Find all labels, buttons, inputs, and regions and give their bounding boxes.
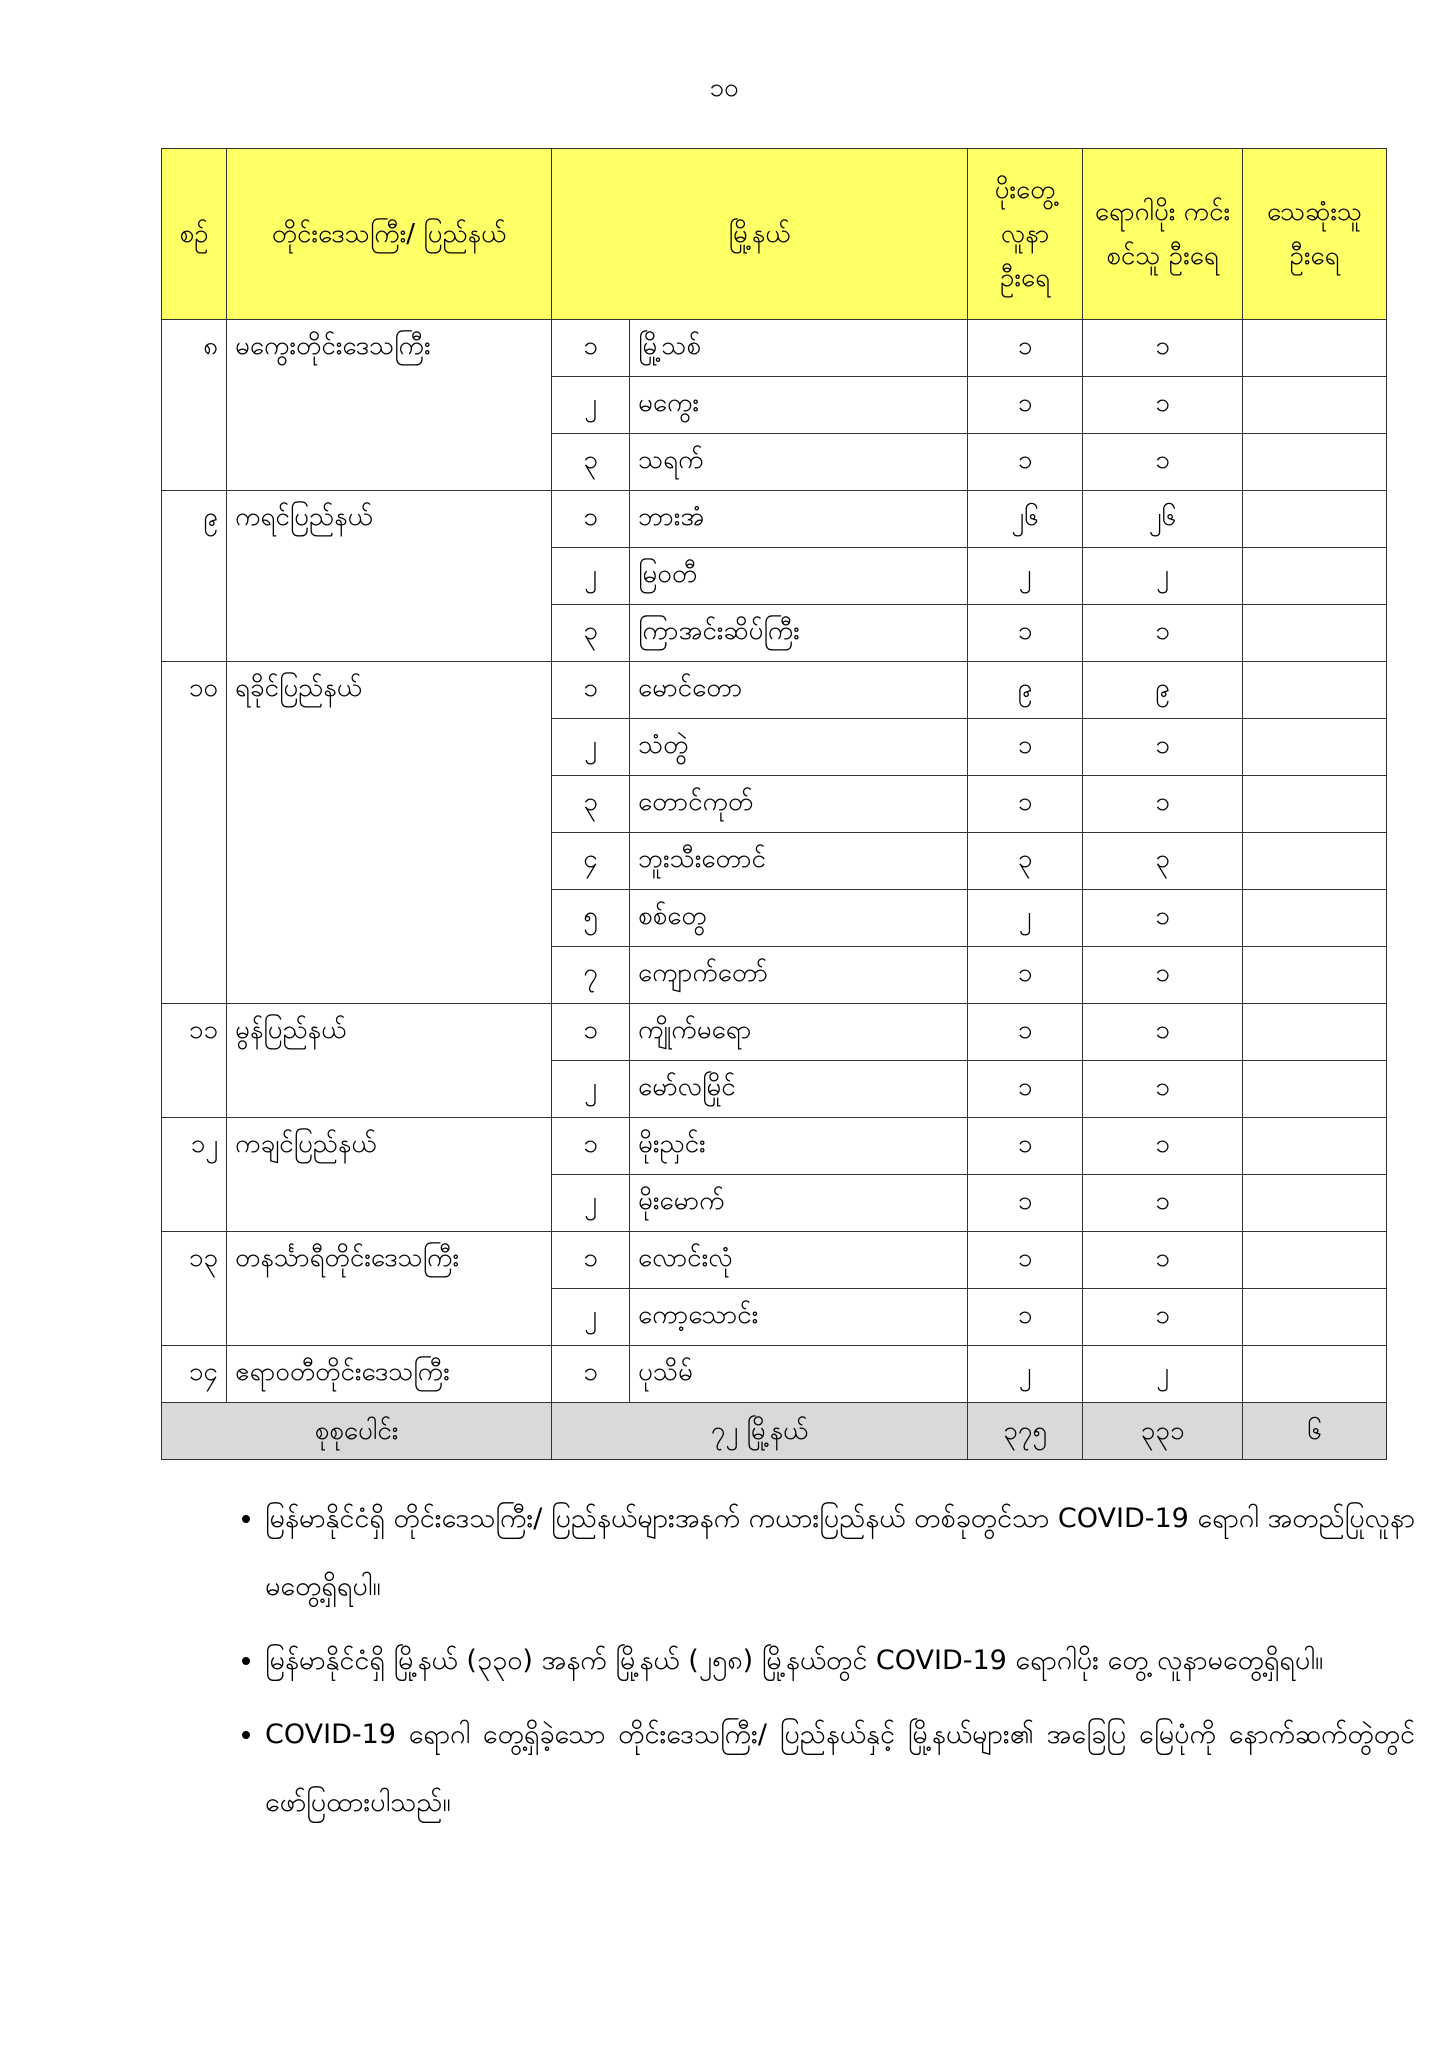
recovered-count: ၂၆	[1083, 491, 1243, 548]
township-name: မြို့သစ်	[630, 320, 968, 377]
found-count: ၁	[968, 776, 1083, 833]
region-number: ၉	[162, 491, 227, 662]
recovered-count: ၂	[1083, 1346, 1243, 1403]
death-count	[1243, 548, 1387, 605]
township-name: သရက်	[630, 434, 968, 491]
township-name: မကွေး	[630, 377, 968, 434]
township-name: ဘားအံ	[630, 491, 968, 548]
recovered-count: ၉	[1083, 662, 1243, 719]
death-count	[1243, 434, 1387, 491]
township-index: ၂	[552, 1289, 630, 1346]
death-count	[1243, 1175, 1387, 1232]
death-count	[1243, 662, 1387, 719]
table-row	[162, 491, 1387, 548]
header-no: စဉ်	[162, 149, 227, 320]
table-header-row	[162, 149, 1387, 320]
township-index: ၁	[552, 320, 630, 377]
total-label: စုစုပေါင်း	[162, 1403, 552, 1460]
total-row	[162, 1403, 1387, 1460]
note-item: • မြန်မာနိုင်ငံရှိ မြို့နယ် (၃၃၀) အနက် မြို့နယ် (၂၅၈) မြို့နယ်တွင် COVID-19 ရောဂါပိုး တွေ့ လူနာမတွေ့ရှိရပါ။	[265, 1627, 1415, 1695]
region-number: ၈	[162, 320, 227, 491]
region-name: ဧရာဝတီတိုင်းဒေသကြီး	[227, 1346, 552, 1403]
found-count: ၃	[968, 833, 1083, 890]
note-item: • COVID-19 ရောဂါ တွေ့ရှိခဲ့သော တိုင်းဒေသကြီး/ ပြည်နယ်နှင့် မြို့နယ်များ၏ အခြေပြ မြေပုံကို နောက်ဆက်တွဲတွင် ဖော်ပြထားပါသည်။	[265, 1701, 1415, 1837]
township-name: မော်လမြိုင်	[630, 1061, 968, 1118]
township-name: ကျိုက်မရော	[630, 1004, 968, 1061]
death-count	[1243, 1004, 1387, 1061]
death-count	[1243, 377, 1387, 434]
found-count: ၁	[968, 1061, 1083, 1118]
notes-list	[220, 1485, 1415, 1843]
region-number: ၁၂	[162, 1118, 227, 1232]
recovered-count: ၁	[1083, 947, 1243, 1004]
township-name: ကော့သောင်း	[630, 1289, 968, 1346]
found-count: ၁	[968, 1118, 1083, 1175]
found-count: ၂၆	[968, 491, 1083, 548]
township-name: ဘူးသီးတောင်	[630, 833, 968, 890]
township-index: ၁	[552, 491, 630, 548]
found-count: ၁	[968, 1175, 1083, 1232]
region-name: ကရင်ပြည်နယ်	[227, 491, 552, 662]
header-township: မြို့နယ်	[552, 149, 968, 320]
region-name: ကချင်ပြည်နယ်	[227, 1118, 552, 1232]
recovered-count: ၁	[1083, 776, 1243, 833]
death-count	[1243, 1346, 1387, 1403]
township-index: ၁	[552, 1232, 630, 1289]
found-count: ၁	[968, 320, 1083, 377]
found-count: ၁	[968, 605, 1083, 662]
recovered-count: ၂	[1083, 548, 1243, 605]
header-deaths: သေဆုံးသူ ဦးရေ	[1243, 149, 1387, 320]
recovered-count: ၁	[1083, 1004, 1243, 1061]
township-index: ၁	[552, 662, 630, 719]
region-name: ရခိုင်ပြည်နယ်	[227, 662, 552, 1004]
recovered-count: ၁	[1083, 1289, 1243, 1346]
recovered-count: ၁	[1083, 320, 1243, 377]
table-row	[162, 662, 1387, 719]
township-index: ၅	[552, 890, 630, 947]
township-name: သံတွဲ	[630, 719, 968, 776]
found-count: ၂	[968, 548, 1083, 605]
township-name: ပုသိမ်	[630, 1346, 968, 1403]
recovered-count: ၁	[1083, 890, 1243, 947]
township-index: ၂	[552, 1061, 630, 1118]
recovered-count: ၁	[1083, 605, 1243, 662]
township-name: လောင်းလုံ	[630, 1232, 968, 1289]
township-name: စစ်တွေ	[630, 890, 968, 947]
death-count	[1243, 776, 1387, 833]
table-row	[162, 1232, 1387, 1289]
covid-cases-table	[161, 148, 1387, 1460]
death-count	[1243, 605, 1387, 662]
found-count: ၁	[968, 719, 1083, 776]
township-name: မောင်တော	[630, 662, 968, 719]
header-region: တိုင်းဒေသကြီး/ ပြည်နယ်	[227, 149, 552, 320]
found-count: ၉	[968, 662, 1083, 719]
header-found: ပိုးတွေ့ လူနာ ဦးရေ	[968, 149, 1083, 320]
table-row	[162, 320, 1387, 377]
township-index: ၇	[552, 947, 630, 1004]
township-index: ၂	[552, 548, 630, 605]
death-count	[1243, 833, 1387, 890]
found-count: ၂	[968, 890, 1083, 947]
death-count	[1243, 1289, 1387, 1346]
total-found: ၃၇၅	[968, 1403, 1083, 1460]
region-number: ၁၃	[162, 1232, 227, 1346]
note-item: • မြန်မာနိုင်ငံရှိ တိုင်းဒေသကြီး/ ပြည်နယ်များအနက် ကယားပြည်နယ် တစ်ခုတွင်သာ COVID-19 ရောဂါ အတည်ပြုလူနာ မတွေ့ရှိရပါ။	[265, 1485, 1415, 1621]
township-index: ၁	[552, 1004, 630, 1061]
region-name: မွန်ပြည်နယ်	[227, 1004, 552, 1118]
region-number: ၁၄	[162, 1346, 227, 1403]
death-count	[1243, 320, 1387, 377]
recovered-count: ၁	[1083, 377, 1243, 434]
found-count: ၁	[968, 947, 1083, 1004]
death-count	[1243, 1232, 1387, 1289]
found-count: ၁	[968, 1232, 1083, 1289]
township-name: တောင်ကုတ်	[630, 776, 968, 833]
found-count: ၁	[968, 1289, 1083, 1346]
region-number: ၁၀	[162, 662, 227, 1004]
found-count: ၁	[968, 434, 1083, 491]
township-index: ၂	[552, 377, 630, 434]
region-number: ၁၁	[162, 1004, 227, 1118]
table-body	[162, 320, 1387, 1403]
township-name: မိုးညှင်း	[630, 1118, 968, 1175]
page-number: ၁၀	[709, 73, 739, 103]
recovered-count: ၃	[1083, 833, 1243, 890]
recovered-count: ၁	[1083, 1175, 1243, 1232]
death-count	[1243, 719, 1387, 776]
recovered-count: ၁	[1083, 1118, 1243, 1175]
recovered-count: ၁	[1083, 1232, 1243, 1289]
recovered-count: ၁	[1083, 719, 1243, 776]
total-recovered: ၃၃၁	[1083, 1403, 1243, 1460]
total-deaths: ၆	[1243, 1403, 1387, 1460]
found-count: ၂	[968, 1346, 1083, 1403]
table-row	[162, 1346, 1387, 1403]
recovered-count: ၁	[1083, 1061, 1243, 1118]
recovered-count: ၁	[1083, 434, 1243, 491]
township-name: မြဝတီ	[630, 548, 968, 605]
found-count: ၁	[968, 377, 1083, 434]
township-index: ၄	[552, 833, 630, 890]
township-index: ၃	[552, 434, 630, 491]
header-recovered: ရောဂါပိုး ကင်းစင်သူ ဦးရေ	[1083, 149, 1243, 320]
death-count	[1243, 1061, 1387, 1118]
death-count	[1243, 1118, 1387, 1175]
township-index: ၁	[552, 1118, 630, 1175]
death-count	[1243, 890, 1387, 947]
township-index: ၂	[552, 719, 630, 776]
township-index: ၃	[552, 776, 630, 833]
table-row	[162, 1004, 1387, 1061]
township-index: ၁	[552, 1346, 630, 1403]
found-count: ၁	[968, 1004, 1083, 1061]
township-name: ကျောက်တော်	[630, 947, 968, 1004]
township-name: မိုးမောက်	[630, 1175, 968, 1232]
township-name: ကြာအင်းဆိပ်ကြီး	[630, 605, 968, 662]
total-townships: ၇၂ မြို့နယ်	[552, 1403, 968, 1460]
township-index: ၂	[552, 1175, 630, 1232]
region-name: တနင်္သာရီတိုင်းဒေသကြီး	[227, 1232, 552, 1346]
table-row	[162, 1118, 1387, 1175]
death-count	[1243, 947, 1387, 1004]
township-index: ၃	[552, 605, 630, 662]
death-count	[1243, 491, 1387, 548]
region-name: မကွေးတိုင်းဒေသကြီး	[227, 320, 552, 491]
